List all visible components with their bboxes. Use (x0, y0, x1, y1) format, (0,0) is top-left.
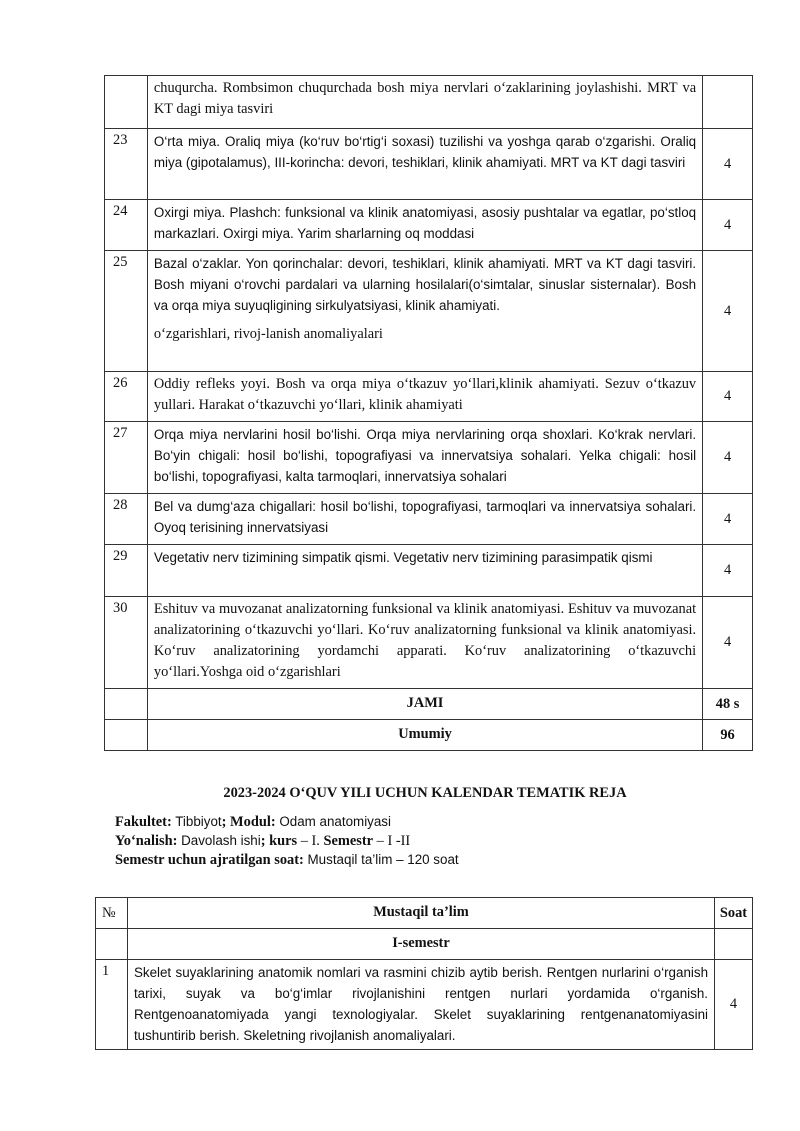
table-row (105, 76, 753, 129)
overall-label: Umumiy (147, 720, 702, 751)
row-hours: 4 (703, 129, 753, 200)
row-number: 1 (96, 960, 128, 1050)
row-hours: 4 (715, 960, 753, 1050)
row-topic: Skelet suyaklarining anatomik nomlari va rasmini chizib aytib berish. Rentgen nurlarini o‘rganish tarixi, suyak va bo‘g‘imlar rivojlanishini rentgen nurlari yordamida o‘rganish. Rentgenoanatomiyada yangi texnologiyalar. Skelet suyaklarining rentgenanatomiyasini tushuntirib berish. Skeletning rivojlanish anomaliyalari. (127, 960, 714, 1050)
semester-empty-cell (96, 929, 128, 960)
row-number: 28 (105, 494, 148, 545)
row-topic: O‘rta miya. Oraliq miya (ko‘ruv bo‘rtig‘i soxasi) tuzilishi va yoshga qarab o‘zgarishi. Oraliq miya (gipotalamus), III-korincha: devori, teshiklari, klinik ahamiyati. MRT va KT dagi tasviri (147, 129, 702, 200)
semester-value: – I -II (373, 833, 411, 849)
row-hours: 4 (703, 422, 753, 494)
row-topic: Eshituv va muvozanat analizatorning funksional va klinik anatomiyasi. Eshituv va muvozanat analizatorining o‘tkazuvchi yo‘llari. Ko‘ruv analizatorning funksional va klinik anatomiyasi. Ko‘ruv analizatorining yordamchi apparati. Ko‘ruv analizatorining o‘tkazuvchi yo‘llari.Yoshga oid o‘zgarishlari (147, 597, 702, 689)
plan-title: 2023-2024 O‘QUV YILI UCHUN KALENDAR TEMATIK REJA (223, 785, 627, 801)
direction-line (115, 831, 410, 851)
table-row (105, 494, 753, 545)
row-number (105, 76, 148, 129)
row-hours: 4 (703, 200, 753, 251)
row-topic: Vegetativ nerv tizimining simpatik qismi. Vegetativ nerv tizimining parasimpatik qismi (147, 545, 702, 597)
total-value: 48 s (703, 689, 753, 720)
semester-label: Semestr (323, 833, 374, 849)
row-topic: Oddiy refleks yoyi. Bosh va orqa miya o‘tkazuv yo‘llari,klinik ahamiyati. Sezuv o‘tkazuv yullari. Harakat o‘tkazuvchi yo‘llari, klinik ahamiyati (147, 372, 702, 422)
row-hours: 4 (703, 597, 753, 689)
row-hours: 4 (703, 494, 753, 545)
row-topic-extra: o‘zgarishlari, rivoj-lanish anomaliyalari (153, 326, 383, 342)
row-number: 23 (105, 129, 148, 200)
direction-label: Yo‘nalish: (115, 833, 178, 849)
faculty-value: Tibbiyot (171, 814, 222, 829)
row-hours: 4 (703, 372, 753, 422)
module-label: Modul: (226, 814, 276, 830)
row-number: 24 (105, 200, 148, 251)
overall-empty-cell (105, 720, 148, 751)
row-number: 30 (105, 597, 148, 689)
table-row (105, 129, 753, 200)
table-row (105, 251, 753, 372)
row-topic: chuqurcha. Rombsimon chuqurchada bosh miya nervlari o‘zaklarining joylashishi. MRT va KT dagi miya tasviri (147, 76, 702, 129)
module-value: Odam anatomiyasi (275, 814, 391, 829)
total-row (105, 689, 753, 720)
row-number: 26 (105, 372, 148, 422)
table-row (96, 960, 753, 1050)
course-value: – I. (297, 833, 324, 849)
row-hours (703, 76, 753, 129)
row-number: 27 (105, 422, 148, 494)
row-hours: 4 (703, 251, 753, 372)
faculty-line (115, 812, 391, 832)
hours-line (115, 850, 459, 870)
row-topic: Oxirgi miya. Plashch: funksional va klinik anatomiyasi, asosiy pushtalar va egatlar, po‘stloq markazlari. Oxirgi miya. Yarim sharlarning oq moddasi (147, 200, 702, 251)
row-number: 25 (105, 251, 148, 372)
header-hours: Soat (715, 898, 753, 929)
overall-value: 96 (703, 720, 753, 751)
semester-label: I-semestr (127, 929, 714, 960)
header-title: Mustaqil ta’lim (127, 898, 714, 929)
header-number: № (96, 898, 128, 929)
table-row (105, 545, 753, 597)
semester-row (96, 929, 753, 960)
table-header-row (96, 898, 753, 929)
table-row (105, 200, 753, 251)
hours-label: Semestr uchun ajratilgan soat: (115, 852, 304, 868)
table-row (105, 597, 753, 689)
separator: ; (221, 814, 227, 830)
total-empty-cell (105, 689, 148, 720)
table-row (105, 372, 753, 422)
faculty-label: Fakultet: (115, 814, 172, 830)
total-label: JAMI (147, 689, 702, 720)
row-topic (147, 251, 702, 372)
row-hours: 4 (703, 545, 753, 597)
overall-row (105, 720, 753, 751)
semester-empty-hours (715, 929, 753, 960)
topics-table-continued (104, 75, 753, 751)
row-number: 29 (105, 545, 148, 597)
direction-value: Davolash ishi (177, 833, 261, 848)
row-topic-text: Bazal o‘zaklar. Yon qorinchalar: devori, teshiklari, klinik ahamiyati. MRT va KT dagi tasviri. Bosh miyani o‘rovchi pardalari va ularning hosilalari(o‘simtalar, sinuslar sisternalar). Bosh va orqa miya suyuqligining sirkulyatsiyasi, klinik ahamiyati. (153, 256, 697, 313)
row-topic: Orqa miya nervlarini hosil bo‘lishi. Orqa miya nervlarining orqa shoxlari. Ko‘krak nervlari. Bo‘yin chigali: hosil bo‘lishi, topografiyasi va innervatsiya sohalari. Yelka chigali: hosil bo‘lishi, topografiyasi, kalta tarmoqlari, innervatsiya sohalari (147, 422, 702, 494)
hours-value: Mustaqil ta’lim – 120 soat (303, 852, 459, 867)
course-label: ; kurs (260, 833, 298, 849)
row-topic: Bel va dumg‘aza chigallari: hosil bo‘lishi, topografiyasi, tarmoqlari va innervatsiya sohalari. Oyoq terisining innervatsiyasi (147, 494, 702, 545)
independent-study-table (95, 897, 753, 1050)
table-row (105, 422, 753, 494)
